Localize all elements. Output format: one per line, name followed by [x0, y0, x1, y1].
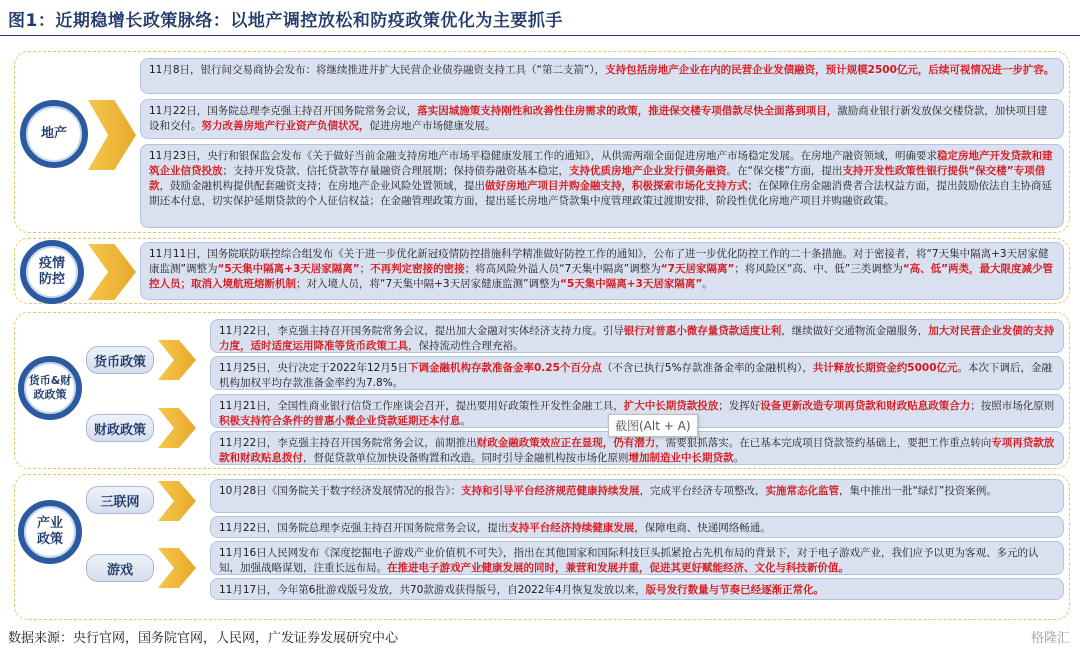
page-title: 图1：近期稳增长政策脉络：以地产调控放松和防疫政策优化为主要抓手 — [8, 11, 563, 31]
pill-fiscal-policy: 财政政策 — [86, 414, 154, 442]
property-circle — [20, 100, 88, 168]
entry-internet-2: 11月22日，国务院总理李克强主持召开国务院常务会议，提出支持平台经济持续健康发展，保障电商、快递网络畅通。 — [210, 516, 1064, 538]
epidemic-label-2: 防控 — [38, 272, 65, 287]
data-source: 数据来源：央行官网，国务院官网，人民网，广发证券发展研究中心 — [8, 631, 399, 646]
entry-monetary-1: 11月22日，李克强主持召开国务院常务会议，提出加大金融对实体经济支持力度。引导银行对普惠小微存量贷款适度让利，继续做好交通物流金融服务，加大对民营企业发债的支持力度，适时适度运用降准等货币政策工具，保持流动性合理充裕。 — [210, 319, 1064, 353]
title-bar — [0, 0, 1080, 36]
entry-games-1: 11月16日人民网发布《深度挖掘电子游戏产业价值机不可失》，指出在其他国家和国际科技巨头抓紧抢占先机布局的背景下，对于电子游戏产业，我们应予以更为客观、多元的认知，加强战略谋划，注重长远布局。在推进电子游戏产业健康发展的同时，兼营和发展并重，促进其更好赋能经济、文化与科技新价值。 — [210, 541, 1064, 575]
screenshot-tooltip: 截图(Alt + A) — [608, 414, 698, 437]
entry-games-2: 11月17日，今年第6批游戏版号发放，共70款游戏获得版号，自2022年4月恢复发放以来，版号发行数量与节奏已经逐渐正常化。 — [210, 578, 1064, 600]
epidemic-label-1: 疫情 — [38, 256, 65, 271]
pill-monetary-policy: 货币政策 — [86, 346, 154, 374]
property-label: 地产 — [40, 126, 67, 141]
entry-fiscal-2: 11月22日，李克强主持召开国务院常务会议，前期推出财政金融政策效应正在显现，仍有潜力，需要狠抓落实。在已基本完成项目贷款签约基础上，要把工作重点转向专项再贷款放款和财政贴息拨付，督促贷款单位加快设备购置和改造。同时引导金融机构按市场化原则增加制造业中长期贷款。 — [210, 431, 1064, 465]
entry-epidemic-1: 11月11日，国务院联防联控综合组发布《关于进一步优化新冠疫情防控措施科学精准做好防控工作的通知》，公布了进一步优化防控工作的二十条措施。对于密接者，将“7天集中隔离+3天居家健康监测”调整为“5天集中隔离+3天居家隔离”；不再判定密接的密接；将高风险外溢人员“7天集中隔离”调整为“7天居家隔离”；将风险区“高、中、低”三类调整为“高、低”两类，最大限度减少管控人员；取消入境航班熔断机制；对入境人员，将“7天集中隔+3天居家健康监测”调整为“5天集中隔离+3天居家隔离”。 — [140, 242, 1064, 300]
entry-fiscal-1: 11月21日，全国性商业银行信贷工作座谈会召开，提出要用好政策性开发性金融工具，扩大中长期贷款投放；发挥好设备更新改造专项再贷款和财政贴息政策合力；按照市场化原则积极支持符合条件的普惠小微企业贷款延期还本付息。 — [210, 394, 1064, 428]
industry-label-1: 产业 — [36, 516, 63, 531]
entry-property-2: 11月22日，国务院总理李克强主持召开国务院常务会议，落实因城施策支持刚性和改善性住房需求的政策，推进保交楼专项借款尽快全面落到项目，激励商业银行新发放保交楼贷款，加快项目建设和交付。努力改善房地产行业资产负债状况，促进房地产市场健康发展。 — [140, 99, 1064, 139]
monetary-circle — [18, 356, 82, 420]
epidemic-circle — [20, 240, 84, 304]
entry-property-1: 11月8日，银行间交易商协会发布：将继续推进并扩大民营企业债券融资支持工具（“第二支箭”），支持包括房地产企业在内的民营企业发债融资，预计规模2500亿元，后续可视情况进一步扩容。 — [140, 58, 1064, 94]
pill-internet: 三联网 — [86, 486, 154, 514]
entry-property-3: 11月23日，央行和银保监会发布《关于做好当前金融支持房地产市场平稳健康发展工作的通知》，从供需两端全面促进房地产市场稳定发展。在房地产融资领域，明确要求稳定房地产开发贷款和建筑企业信贷投放；支持开发贷款、信托贷款等存量融资合理展期；保持债券融资基本稳定，支持优质房地产企业发行债务融资。在“保交楼”方面，提出支持开发性政策性银行提供“保交楼”专项借款，鼓励金融机构提供配套融资支持；在房地产企业风险处置领域，提出做好房地产项目并购金融支持，积极探索市场化支持方式；在保障住房金融消费者合法权益方面，提出鼓励依法自主协商延期还本付息，切实保护延期贷款的个人征信权益；在金融管理政策方面，提出延长房地产贷款集中度管理政策过渡期安排，阶段性优化房地产项目并购融资政策。 — [140, 144, 1064, 228]
industry-circle — [18, 500, 82, 564]
pill-games: 游戏 — [86, 554, 154, 582]
monetary-label-1: 货币&财 — [28, 374, 72, 387]
entry-monetary-2: 11月25日，央行决定于2022年12月5日下调金融机构存款准备金率0.25个百分点（不含已执行5%存款准备金率的金融机构），共计释放长期资金约5000亿元。本次下调后，金融机构加权平均存款准备金率约为7.8%。 — [210, 356, 1064, 390]
watermark-logo: 格隆汇 — [1030, 631, 1070, 646]
industry-label-2: 政策 — [36, 532, 63, 547]
monetary-label-2: 政政策 — [33, 388, 67, 401]
entry-internet-1: 10月28日《国务院关于数字经济发展情况的报告》：支持和引导平台经济规范健康持续发展，完成平台经济专项整改，实施常态化监管，集中推出一批“绿灯”投资案例。 — [210, 479, 1064, 513]
